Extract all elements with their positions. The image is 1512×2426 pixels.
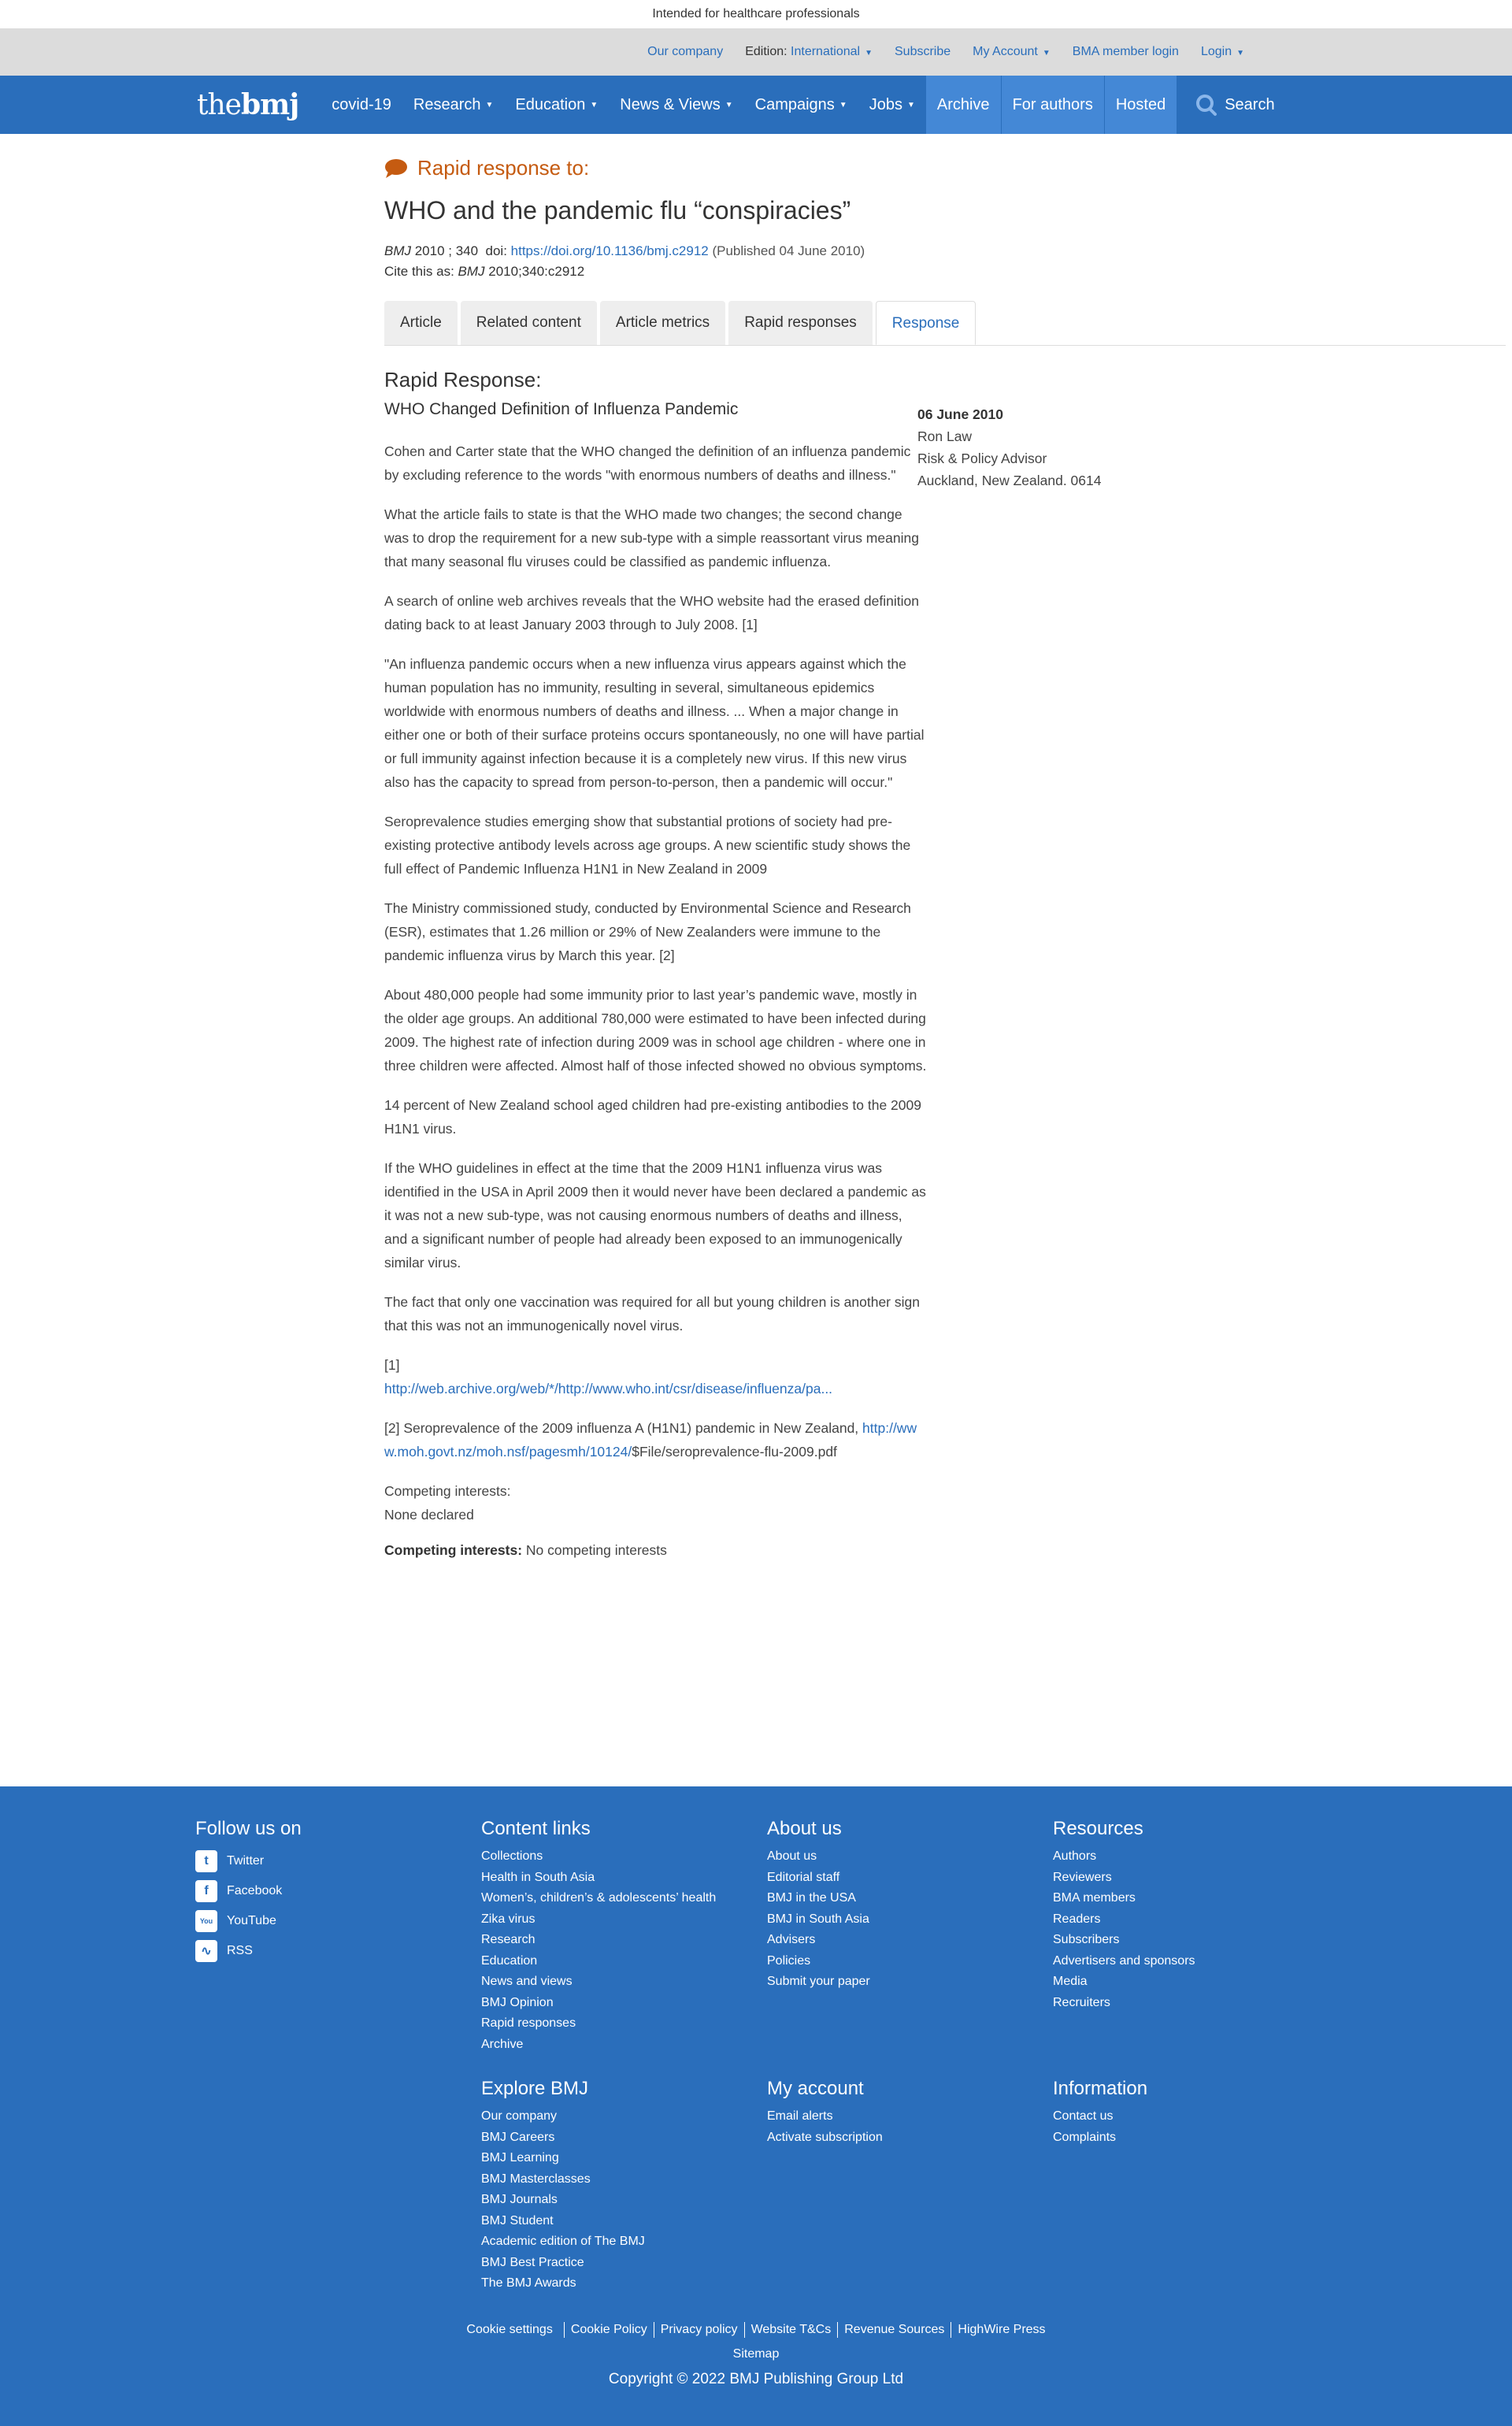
footer-link[interactable]: Women’s, children’s & adolescents’ health: [481, 1891, 717, 1905]
footer-link[interactable]: Our company: [481, 2109, 558, 2123]
facebook-link[interactable]: [195, 1876, 463, 1906]
footer-legal-links: [0, 2322, 1512, 2338]
login-label: Login: [1200, 45, 1232, 58]
footer-link[interactable]: BMJ Best Practice: [481, 2255, 584, 2269]
social-label: YouTube: [227, 1914, 276, 1927]
chevron-down-icon: ▼: [865, 49, 873, 57]
utility-nav: [0, 28, 1512, 76]
footer-content-links: [481, 1818, 749, 2055]
login-dropdown[interactable]: [1201, 45, 1244, 59]
competing-interests-label: Competing interests:: [384, 1483, 511, 1499]
footer-link[interactable]: Education: [481, 1953, 538, 1968]
footer-link[interactable]: Policies: [767, 1953, 811, 1968]
footer-heading: My account: [767, 2078, 864, 2099]
tab-related-content[interactable]: Related content: [461, 301, 597, 345]
competing-interests-bold-label: Competing interests:: [384, 1542, 523, 1558]
footer-information: [1053, 2078, 1321, 2148]
footer-link[interactable]: News and views: [481, 1975, 573, 1988]
cite-label: Cite this as:: [384, 264, 458, 279]
nav-label: For authors: [1012, 95, 1093, 113]
nav-label: News & Views: [620, 95, 721, 113]
chevron-down-icon: ▼: [724, 100, 733, 109]
response-paragraph: What the article fails to state is that the WHO made two changes; the second change was to drop the requirement for a new sub-type with a simple reassortant virus meaning that many seasonal flu viruses could be classified as pandemic influenza.: [384, 506, 919, 569]
rapid-response-heading: Rapid Response:: [384, 368, 542, 391]
website-tcs-link[interactable]: Website T&Cs: [744, 2322, 838, 2338]
main-content: [189, 156, 1323, 1559]
article-title: WHO and the pandemic flu “conspiracies”: [384, 196, 851, 224]
footer-link[interactable]: Editorial staff: [767, 1870, 840, 1884]
footer-follow-us: [195, 1818, 463, 1966]
article-citation: [384, 241, 1323, 282]
footer-link[interactable]: BMJ Careers: [481, 2130, 555, 2144]
nav-news-views[interactable]: [609, 76, 743, 134]
footer-explore-bmj: [481, 2078, 749, 2294]
reference-2-suffix: $File/seroprevalence-flu-2009.pdf: [632, 1444, 837, 1460]
footer-link[interactable]: Advisers: [767, 1933, 816, 1946]
response-paragraph: Seroprevalence studies emerging show that substantial protions of society had pre-existing protective antibody levels across age groups. A new scientific study shows the full effect of Pandemic Influenza H1N1 in New Zealand in 2009: [384, 814, 911, 877]
author-role: Risk & Policy Advisor: [917, 451, 1047, 466]
nav-covid-19[interactable]: [321, 76, 402, 134]
cookie-policy-link[interactable]: Cookie Policy: [564, 2322, 654, 2338]
footer-link[interactable]: BMJ in South Asia: [767, 1912, 869, 1926]
footer-link[interactable]: Complaints: [1053, 2130, 1117, 2144]
footer-resources: [1053, 1818, 1321, 2013]
tab-article[interactable]: Article: [384, 301, 458, 345]
nav-label: Search: [1225, 95, 1275, 113]
tab-response[interactable]: Response: [876, 301, 976, 345]
response-body: [384, 440, 928, 1559]
edition-value: International: [791, 45, 861, 58]
my-account-dropdown[interactable]: [973, 45, 1051, 59]
competing-interests-value: None declared: [384, 1507, 474, 1523]
footer-link[interactable]: Media: [1053, 1975, 1088, 1988]
tab-article-metrics[interactable]: Article metrics: [600, 301, 725, 345]
journal-name: BMJ: [384, 243, 411, 258]
facebook-icon: f: [195, 1880, 217, 1902]
footer-link[interactable]: BMJ Opinion: [481, 1995, 554, 2009]
chevron-down-icon: ▼: [485, 100, 494, 109]
response-paragraph: The Ministry commissioned study, conducted by Environmental Science and Research (ESR), estimates that 1.26 million or 29% of New Zealanders were immune to the pandemic influenza virus by March this year. [2]: [384, 900, 911, 963]
speech-bubble-icon: [384, 158, 408, 179]
footer-link[interactable]: BMJ in the USA: [767, 1891, 856, 1905]
logo-the: the: [197, 88, 241, 121]
healthcare-professionals-banner: Intended for healthcare professionals: [652, 7, 860, 20]
reference-1-label: [1]: [384, 1357, 400, 1373]
footer-link[interactable]: Subscribers: [1053, 1933, 1120, 1946]
reference-1: [384, 1353, 928, 1400]
nav-for-authors[interactable]: [1002, 76, 1105, 134]
footer-link[interactable]: The BMJ Awards: [481, 2276, 576, 2290]
footer-link[interactable]: Research: [481, 1933, 536, 1946]
chevron-down-icon: ▼: [590, 100, 598, 109]
footer-link[interactable]: Rapid responses: [481, 2016, 576, 2030]
privacy-policy-link[interactable]: Privacy policy: [654, 2322, 744, 2338]
subscribe-link[interactable]: Subscribe: [895, 45, 951, 58]
footer-link[interactable]: Zika virus: [481, 1912, 536, 1926]
twitter-link[interactable]: [195, 1846, 463, 1876]
footer-link[interactable]: Submit your paper: [767, 1975, 870, 1988]
copyright: Copyright © 2022 BMJ Publishing Group Ltd: [608, 2371, 904, 2387]
tab-rapid-responses[interactable]: Rapid responses: [728, 301, 873, 345]
footer-link[interactable]: Recruiters: [1053, 1995, 1110, 2009]
youtube-icon: You: [195, 1910, 217, 1932]
response-author-info: [917, 403, 1101, 492]
rss-icon: ∿: [195, 1940, 217, 1962]
reference-1-link[interactable]: http://web.archive.org/web/*/http://www.who.int/csr/disease/influenza/pa...: [384, 1381, 833, 1397]
response-date: 06 June 2010: [917, 406, 1003, 422]
competing-interests-text: No competing interests: [522, 1542, 667, 1558]
logo-bmj: bmj: [240, 88, 299, 121]
footer-bottom: [0, 2322, 1512, 2388]
footer-heading: Explore BMJ: [481, 2078, 589, 2099]
footer-link[interactable]: Collections: [481, 1849, 543, 1863]
nav-label: Hosted: [1115, 95, 1166, 113]
response-title: WHO Changed Definition of Influenza Pandemic: [384, 400, 739, 418]
social-label: Twitter: [227, 1854, 265, 1868]
revenue-sources-link[interactable]: Revenue Sources: [837, 2322, 951, 2338]
footer-link[interactable]: BMJ Journals: [481, 2193, 558, 2206]
response-paragraph: 14 percent of New Zealand school aged children had pre-existing antibodies to the 2009 H1N1 virus.: [384, 1097, 921, 1137]
nav-archive[interactable]: [926, 76, 1002, 134]
response-paragraph: About 480,000 people had some immunity prior to last year’s pandemic wave, mostly in the older age groups. An additional 780,000 were estimated to have been infected during 2009. The highest rate of infection during 2009 was in school age children - where one in three children were affected. Almost half of those infected showed no obvious symptoms.: [384, 987, 927, 1074]
nav-education[interactable]: [504, 76, 609, 134]
footer-link[interactable]: Archive: [481, 2037, 524, 2051]
social-label: RSS: [227, 1944, 253, 1957]
footer-link[interactable]: BMJ Student: [481, 2213, 554, 2228]
nav-hosted[interactable]: [1105, 76, 1177, 134]
footer-link[interactable]: BMA members: [1053, 1891, 1136, 1905]
rapid-response-to-label: Rapid response to:: [417, 156, 590, 180]
footer-link[interactable]: BMJ Learning: [481, 2151, 559, 2164]
chevron-down-icon: ▼: [839, 100, 847, 109]
nav-search-button[interactable]: [1177, 76, 1285, 134]
year-volume: 2010 ; 340 doi:: [411, 243, 511, 258]
footer-link[interactable]: About us: [767, 1849, 817, 1863]
footer-heading: Follow us on: [195, 1818, 302, 1839]
sitemap-link[interactable]: Sitemap: [732, 2347, 780, 2361]
rapid-response-to-heading: [384, 156, 1323, 180]
footer-link[interactable]: Email alerts: [767, 2109, 833, 2123]
cite-ref: 2010;340:c2912: [484, 264, 585, 279]
reference-2-link[interactable]: http://www.moh.govt.nz/moh.nsf/pagesmh/10124/: [384, 1420, 917, 1460]
competing-interests-declared: [384, 1479, 928, 1526]
edition-selector[interactable]: [745, 45, 873, 59]
chevron-down-icon: ▼: [906, 100, 915, 109]
my-account-label: My Account: [973, 45, 1038, 58]
footer-link[interactable]: Contact us: [1053, 2109, 1114, 2123]
youtube-link[interactable]: [195, 1906, 463, 1936]
footer-link[interactable]: Academic edition of The BMJ: [481, 2235, 645, 2248]
search-icon: [1195, 93, 1218, 117]
twitter-icon: t: [195, 1850, 217, 1872]
nav-research[interactable]: [402, 76, 505, 134]
cite-journal: BMJ: [458, 264, 485, 279]
footer-heading: Information: [1053, 2078, 1148, 2099]
author-name: Ron Law: [917, 428, 973, 444]
footer-about-us: [767, 1818, 1035, 1993]
nav-jobs[interactable]: [858, 76, 926, 134]
reference-2: [384, 1416, 928, 1463]
footer-my-account: [767, 2078, 1035, 2148]
rss-link[interactable]: [195, 1936, 463, 1966]
nav-label: Jobs: [869, 95, 902, 113]
nav-label: Education: [515, 95, 586, 113]
response-paragraph: If the WHO guidelines in effect at the time that the 2009 H1N1 influenza virus was identified in the USA in April 2009 then it would never have been declared a pandemic as it was not a new sub-type, was not causing enormous numbers of deaths and illness, and a significant number of people had already been exposed to an immunogenically similar virus.: [384, 1160, 926, 1270]
nav-label: Campaigns: [754, 95, 835, 113]
site-footer: [0, 1786, 1512, 2426]
reference-2-text: [2] Seroprevalence of the 2009 influenza A (H1N1) pandemic in New Zealand,: [384, 1420, 863, 1436]
response-paragraph: The fact that only one vaccination was required for all but young children is another sign that this was not an immunogenically novel virus.: [384, 1294, 920, 1334]
footer-link[interactable]: Authors: [1053, 1849, 1097, 1863]
nav-label: Research: [413, 95, 481, 113]
nav-campaigns[interactable]: [744, 76, 858, 134]
chevron-down-icon: ▼: [1236, 49, 1244, 57]
bmj-logo[interactable]: [197, 76, 298, 134]
doi-link[interactable]: https://doi.org/10.1136/bmj.c2912: [510, 243, 709, 258]
article-tabs: [384, 301, 1506, 346]
response-paragraph: Cohen and Carter state that the WHO changed the definition of an influenza pandemic by excluding reference to the words "with enormous numbers of deaths and illness.": [384, 443, 911, 483]
published-date: (Published 04 June 2010): [708, 243, 865, 258]
response-paragraph: "An influenza pandemic occurs when a new influenza virus appears against which the human population has no immunity, resulting in several, simultaneous epidemics worldwide with enormous numbers of deaths and illness. ... When a major change in either one or both of their surface proteins occurs spontaneously, no one will have partial or full immunity against infection because it is a completely new virus. If this new virus also has the capacity to spread from person-to-person, then a pandemic will occur.": [384, 656, 925, 790]
edition-label: Edition:: [745, 45, 788, 58]
cookie-settings-link[interactable]: Cookie settings: [466, 2323, 553, 2336]
footer-link[interactable]: Readers: [1053, 1912, 1101, 1926]
nav-label: Archive: [936, 95, 990, 113]
footer-heading: About us: [767, 1818, 842, 1839]
footer-link[interactable]: BMJ Masterclasses: [481, 2172, 591, 2186]
footer-heading: Content links: [481, 1818, 591, 1839]
our-company-link[interactable]: Our company: [647, 45, 724, 58]
competing-interests-summary: [384, 1542, 928, 1559]
footer-heading: Resources: [1053, 1818, 1143, 1839]
bma-member-login-link[interactable]: BMA member login: [1072, 45, 1179, 58]
response-paragraph: A search of online web archives reveals that the WHO website had the erased definition dating back to at least January 2003 through to July 2008. [1]: [384, 593, 919, 632]
footer-link[interactable]: Health in South Asia: [481, 1870, 595, 1884]
highwire-press-link[interactable]: HighWire Press: [951, 2322, 1051, 2338]
social-label: Facebook: [227, 1884, 283, 1897]
main-navbar: [0, 76, 1512, 134]
nav-label: covid-19: [332, 95, 391, 113]
author-location: Auckland, New Zealand. 0614: [917, 473, 1102, 488]
footer-link[interactable]: Reviewers: [1053, 1870, 1112, 1884]
chevron-down-icon: ▼: [1042, 49, 1051, 57]
footer-link[interactable]: Activate subscription: [767, 2130, 883, 2144]
footer-link[interactable]: Advertisers and sponsors: [1053, 1953, 1195, 1968]
